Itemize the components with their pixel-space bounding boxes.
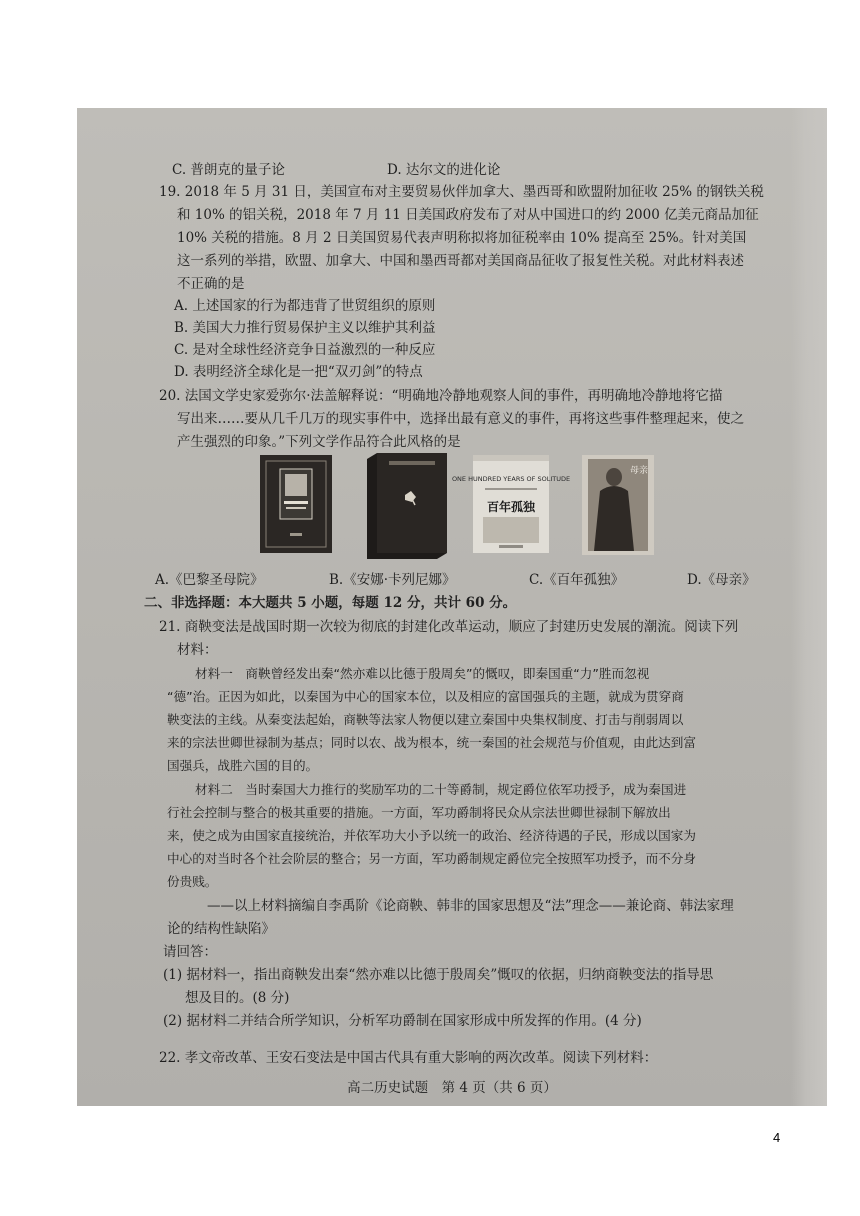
book-cover-mother	[582, 455, 654, 555]
q20-option-a: A.《巴黎圣母院》	[155, 572, 264, 588]
book-cover-notre-dame	[260, 455, 332, 553]
book-d-cover-cn: 母亲	[630, 466, 649, 476]
q18-option-d: D. 达尔文的进化论	[387, 162, 501, 178]
q19-option-d: D. 表明经济全球化是一把“双刃剑”的特点	[174, 364, 423, 380]
section-two-header: 二、非选择题：本大题共 5 小题，每题 12 分，共计 60 分。	[144, 595, 517, 611]
q19-option-b: B. 美国大力推行贸易保护主义以维护其利益	[174, 320, 436, 336]
page-number: 4	[773, 1130, 781, 1145]
book-cover-anna-karenina	[367, 453, 447, 559]
q21-intro: 21. 商鞅变法是战国时期一次较为彻底的封建化改革运动，顺应了封建历史发展的潮流。阅读下列	[159, 619, 739, 635]
book-c-cover-cn: 百年孤独	[486, 500, 536, 514]
q21-subquestion-2: (2) 据材料二并结合所学知识，分析军功爵制在国家形成中所发挥的作用。(4 分)	[163, 1013, 642, 1029]
page-fold-shadow	[791, 108, 827, 1106]
q21-intro: 材料：	[177, 642, 218, 658]
q19-line: 和 10% 的铝关税，2018 年 7 月 11 日美国政府发布了对从中国进口的约 2000 亿美元商品加征	[177, 207, 759, 223]
page-footer: 高二历史试题 第 4 页（共 6 页）	[347, 1080, 557, 1096]
book-covers-row	[77, 453, 827, 563]
q20-line: 写出来……要从几千几万的现实事件中，选择出最有意义的事件，再将这些事件整理起来，使之	[177, 411, 744, 427]
book-cover-one-hundred-years	[451, 455, 571, 553]
q19-option-a: A. 上述国家的行为都违背了世贸组织的原则	[174, 298, 436, 314]
q21-source: 论的结构性缺陷》	[167, 921, 275, 937]
q21-material2: 行社会控制与整合的极其重要的措施。一方面，军功爵制将民众从宗法世卿世禄制下解放出	[167, 805, 671, 820]
q20-option-d: D.《母亲》	[687, 572, 756, 588]
q21-subquestion-1: 想及目的。(8 分)	[185, 990, 290, 1006]
q21-material1: 材料一 商鞅曾经发出秦“然亦难以比德于殷周矣”的慨叹，即秦国重“力”胜而忽视	[195, 666, 650, 681]
q21-material2: 材料二 当时秦国大力推行的奖励军功的二十等爵制，规定爵位依军功授予，成为秦国进	[195, 782, 687, 797]
book-c-cover-title: ONE HUNDRED YEARS OF SOLITUDE	[451, 475, 571, 483]
q21-material2: 来，使之成为由国家直接统治，并依军功大小予以统一的政治、经济待遇的子民，形成以国家为	[167, 828, 696, 843]
q19-option-c: C. 是对全球性经济竞争日益激烈的一种反应	[174, 342, 436, 358]
q20-line: 20. 法国文学史家爱弥尔·法盖解释说：“明确地冷静地观察人间的事件，再明确地冷静地将它描	[159, 388, 723, 404]
q18-option-c: C. 普朗克的量子论	[172, 162, 285, 178]
q19-line: 19. 2018 年 5 月 31 日，美国宣布对主要贸易伙伴加拿大、墨西哥和欧盟附加征收 25% 的钢铁关税	[159, 184, 764, 200]
q21-material2: 份贵贱。	[167, 874, 218, 889]
q22-intro: 22. 孝文帝改革、王安石变法是中国古代具有重大影响的两次改革。阅读下列材料：	[159, 1050, 658, 1066]
q19-line: 这一系列的举措，欧盟、加拿大、中国和墨西哥都对美国商品征收了报复性关税。对此材料表述	[177, 253, 744, 269]
q21-material1: “德”治。正因为如此，以秦国为中心的国家本位，以及相应的富国强兵的主题，就成为贯穿商	[167, 689, 684, 704]
q21-material1: 来的宗法世卿世禄制为基点；同时以农、战为根本，统一秦国的社会规范与价值观，由此达到富	[167, 735, 696, 750]
q21-subquestion-1: (1) 据材料一，指出商鞅发出秦“然亦难以比德于殷周矣”慨叹的依据，归纳商鞅变法的指导思	[163, 967, 714, 983]
q20-option-b: B.《安娜·卡列尼娜》	[329, 572, 456, 588]
q19-line: 10% 关税的措施。8 月 2 日美国贸易代表声明称拟将加征税率由 10% 提高至 25%。针对美国	[177, 230, 747, 246]
q19-line: 不正确的是	[177, 276, 245, 292]
q21-material1: 鞅变法的主线。从秦变法起始，商鞅等法家人物便以建立秦国中央集权制度、打击与削弱周以	[167, 712, 684, 727]
q21-material1: 国强兵，战胜六国的目的。	[167, 758, 319, 773]
q20-line: 产生强烈的印象。”下列文学作品符合此风格的是	[177, 434, 461, 450]
q21-source: ——以上材料摘编自李禹阶《论商鞅、韩非的国家思想及“法”理念——兼论商、韩法家理	[207, 898, 734, 914]
q21-answer-prompt: 请回答：	[163, 944, 217, 960]
q21-material2: 中心的对当时各个社会阶层的整合；另一方面，军功爵制规定爵位完全按照军功授予，而不分身	[167, 851, 696, 866]
scanned-exam-page	[77, 108, 827, 1106]
q20-option-c: C.《百年孤独》	[529, 572, 625, 588]
